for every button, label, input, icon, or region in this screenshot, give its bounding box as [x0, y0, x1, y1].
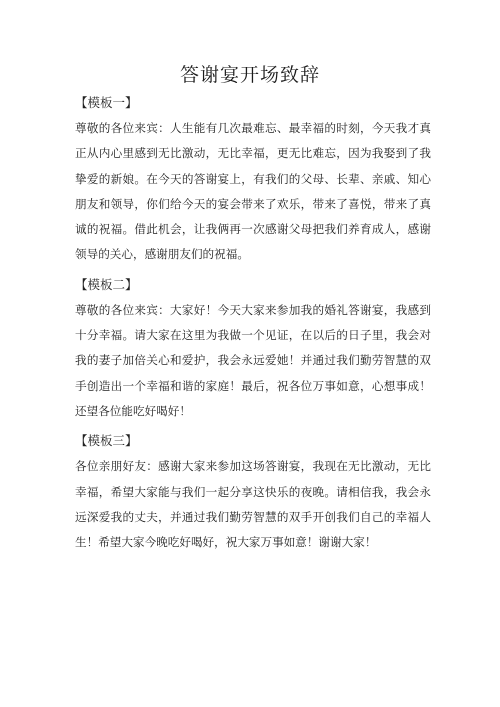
- section-heading: 【模板二】: [75, 276, 138, 292]
- section-paragraph: 尊敬的各位来宾：大家好！今天大家来参加我的婚礼答谢宴，我感到十分幸福。请大家在这里为我做一个见证，在以后的日子里，我会对我的妻子加倍关心和爱护，我会永远爱她！并通过我们勤劳智慧的双手创造出一个幸福和谐的家庭！最后，祝各位万事如意，心想事成！还望各位能吃好喝好！: [75, 302, 431, 418]
- page-title: 答谢宴开场致辞: [179, 64, 320, 86]
- section-paragraph: 尊敬的各位来宾：人生能有几次最难忘、最幸福的时刻，今天我才真正从内心里感到无比激动，无比幸福，更无比难忘，因为我娶到了我挚爱的新娘。在今天的答谢宴上，有我们的父母、长辈、亲戚、知心朋友和领导，你们给今天的宴会带来了欢乐，带来了喜悦，带来了真诚的祝福。借此机会，让我俩再一次感谢父母把我们养育成人，感谢领导的关心，感谢朋友们的祝福。: [75, 121, 431, 262]
- document-body: [75, 92, 431, 561]
- template-section-1: [75, 92, 431, 268]
- template-section-3: [75, 430, 431, 555]
- section-heading: 【模板一】: [75, 95, 138, 110]
- section-paragraph: 各位亲朋好友：感谢大家来参加这场答谢宴，我现在无比激动，无比幸福，希望大家能与我们一起分享这快乐的夜晚。请相信我，我会永远深爱我的丈夫，并通过我们勤劳智慧的双手开创我们自己的幸福人生！希望大家今晚吃好喝好，祝大家万事如意！谢谢大家！: [75, 459, 431, 550]
- section-heading: 【模板三】: [75, 433, 138, 449]
- template-section-2: [75, 274, 431, 424]
